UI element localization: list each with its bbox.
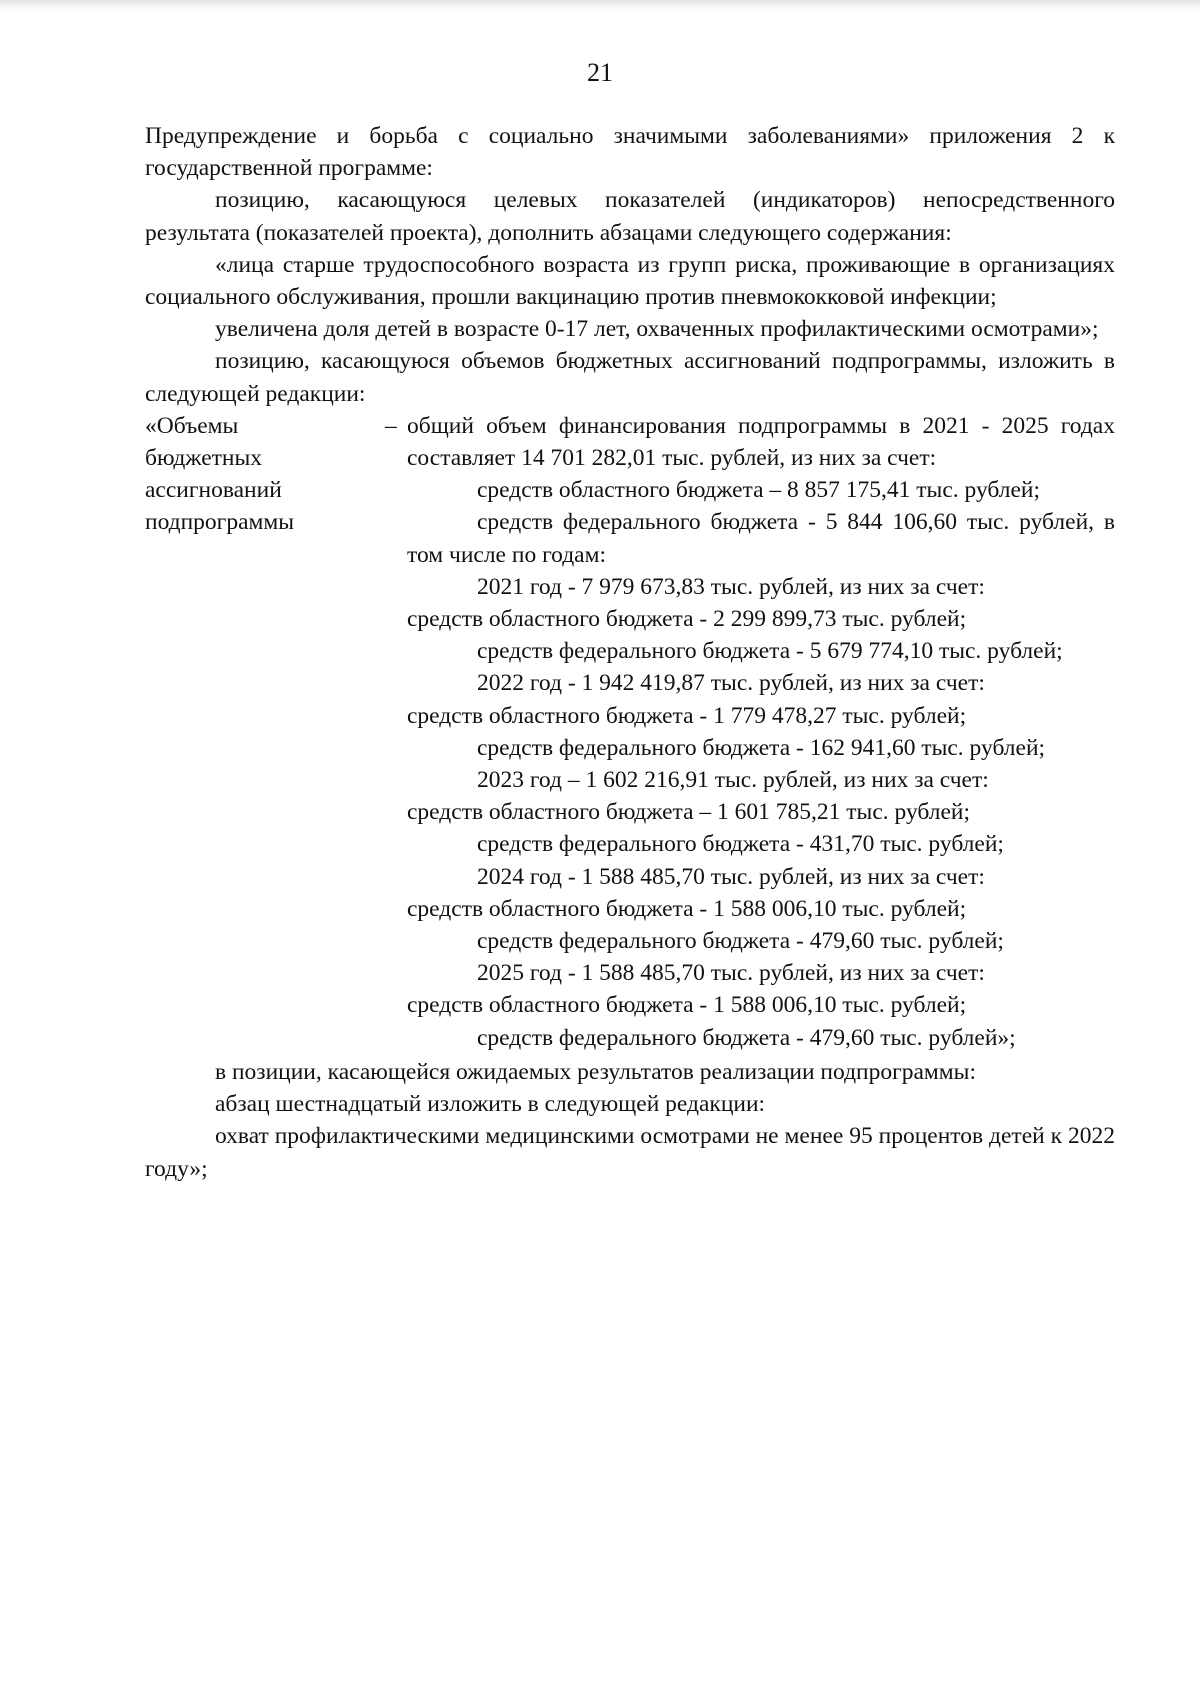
funding-line: средств федерального бюджета - 479,60 тыс. рублей; xyxy=(477,928,1004,955)
funding-line: средств федерального бюджета - 5 679 774,10 тыс. рублей; xyxy=(477,638,1063,665)
paragraph: Предупреждение и борьба с социально значимыми заболеваниями» приложения 2 к государственной программе: xyxy=(145,123,1115,182)
funding-block xyxy=(145,410,1115,1054)
outro-section xyxy=(145,1056,1115,1185)
paragraph: в позиции, касающейся ожидаемых результатов реализации подпрограммы: xyxy=(215,1058,976,1085)
funding-label-line: бюджетных xyxy=(145,445,263,472)
funding-label-line: «Объемы xyxy=(145,412,239,439)
page-number: 21 xyxy=(587,58,613,87)
document-body xyxy=(145,120,1115,1185)
paragraph: увеличена доля детей в возрасте 0-17 лет, охваченных профилактическими осмотрами»; xyxy=(215,316,1099,343)
funding-line: средств областного бюджета - 1 779 478,27 тыс. рублей; xyxy=(407,702,967,729)
funding-line: средств федерального бюджета - 431,70 тыс. рублей; xyxy=(477,831,1004,858)
funding-line: 2023 год – 1 602 216,91 тыс. рублей, из них за счет: xyxy=(477,767,989,794)
paragraph: позицию, касающуюся целевых показателей (индикаторов) непосредственного результата (показателей проекта), дополнить абзацами следующего содержания: xyxy=(145,187,1115,246)
paragraph: охват профилактическими медицинскими осмотрами не менее 95 процентов детей к 2022 году»; xyxy=(145,1123,1115,1182)
funding-line: 2021 год - 7 979 673,83 тыс. рублей, из них за счет: xyxy=(477,573,985,600)
funding-line: общий объем финансирования подпрограммы в 2021 - 2025 годах составляет 14 701 282,01 тыс. рублей, из них за счет: xyxy=(407,412,1115,472)
funding-line: средств федерального бюджета - 479,60 тыс. рублей»; xyxy=(477,1024,1016,1051)
funding-line: средств федерального бюджета - 162 941,60 тыс. рублей; xyxy=(477,734,1046,761)
funding-label-line: ассигнований xyxy=(145,477,282,504)
funding-details xyxy=(385,410,1115,1054)
funding-label-line: подпрограммы xyxy=(145,509,295,536)
scan-edge xyxy=(0,0,1200,10)
funding-line: средств федерального бюджета - 5 844 106,60 тыс. рублей, в том числе по годам: xyxy=(407,509,1115,568)
funding-line: 2024 год - 1 588 485,70 тыс. рублей, из них за счет: xyxy=(477,863,985,890)
funding-line: средств областного бюджета - 2 299 899,73 тыс. рублей; xyxy=(407,606,967,633)
paragraph: позицию, касающуюся объемов бюджетных ассигнований подпрограммы, изложить в следующей редакции: xyxy=(145,348,1115,407)
funding-line: средств областного бюджета – 8 857 175,41 тыс. рублей; xyxy=(477,477,1041,504)
funding-line: 2022 год - 1 942 419,87 тыс. рублей, из них за счет: xyxy=(477,670,985,697)
intro-section xyxy=(145,120,1115,410)
paragraph: «лица старше трудоспособного возраста из групп риска, проживающие в организациях социального обслуживания, прошли вакцинацию против пневмококковой инфекции; xyxy=(145,251,1115,311)
funding-line: средств областного бюджета - 1 588 006,10 тыс. рублей; xyxy=(407,992,967,1019)
funding-line: 2025 год - 1 588 485,70 тыс. рублей, из них за счет: xyxy=(477,960,985,987)
funding-label xyxy=(145,410,385,1054)
paragraph: абзац шестнадцатый изложить в следующей редакции: xyxy=(215,1091,766,1118)
funding-line: средств областного бюджета - 1 588 006,10 тыс. рублей; xyxy=(407,895,967,922)
funding-dash: – xyxy=(385,412,397,439)
funding-line: средств областного бюджета – 1 601 785,21 тыс. рублей; xyxy=(407,799,971,826)
